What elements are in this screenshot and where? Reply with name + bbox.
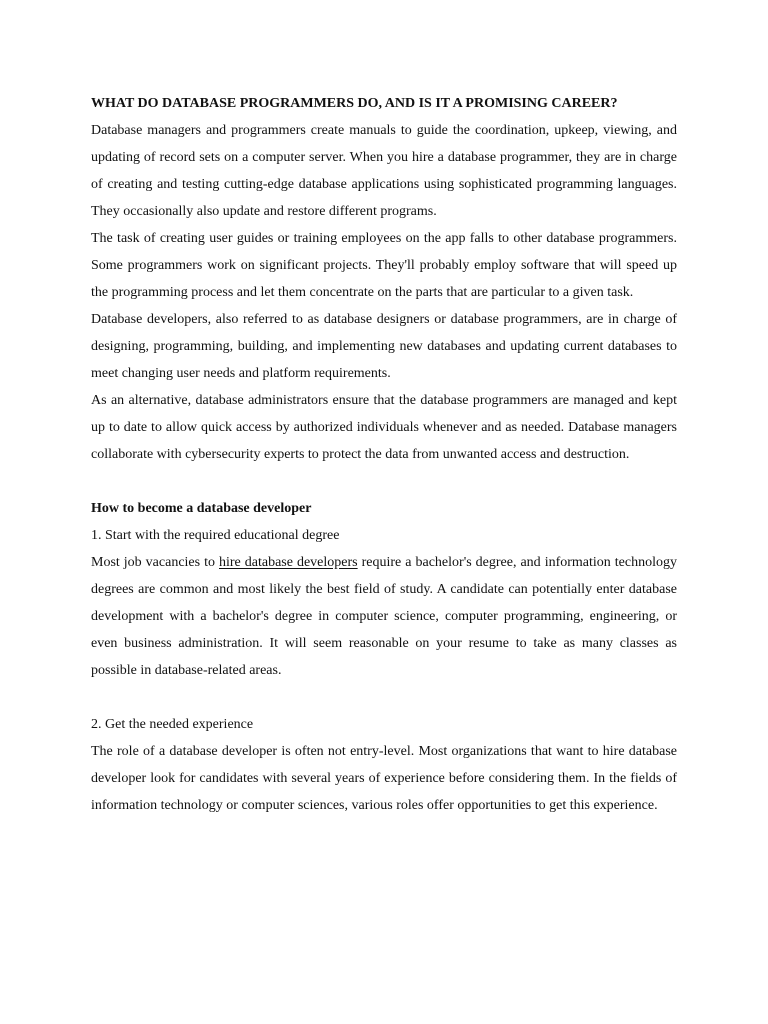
hire-database-developers-link[interactable]: hire database developers: [219, 555, 358, 570]
intro-paragraph-1: Database managers and programmers create manuals to guide the coordination, upkeep, viewing, and updating of record sets on a computer server. When you hire a database programmer, they are in charge of creating and testing cutting-edge database applications using sophisticated programming languages. They occasionally also update and restore different programs.: [91, 123, 677, 219]
section-heading: How to become a database developer: [91, 501, 312, 516]
step-2-paragraph: The role of a database developer is often not entry-level. Most organizations that want to hire database developer look for candidates with several years of experience before considering them. In the fields of information technology or computer sciences, various roles offer opportunities to get this experience.: [91, 744, 677, 813]
step-1-text-after-link: require a bachelor's degree, and information technology degrees are common and most likely the best field of study. A candidate can potentially enter database development with a bachelor's degree in computer science, computer programming, engineering, or even business administration. It will seem reasonable on your resume to take as many classes as possible in database-related areas.: [91, 555, 677, 678]
step-spacer: [91, 684, 677, 711]
document-page: [91, 90, 677, 819]
intro-paragraph-2: The task of creating user guides or training employees on the app falls to other database programmers. Some programmers work on significant projects. They'll probably employ software that will speed up the programming process and let them concentrate on the parts that are particular to a given task.: [91, 231, 677, 300]
section-spacer: [91, 468, 677, 495]
document-title: WHAT DO DATABASE PROGRAMMERS DO, AND IS IT A PROMISING CAREER?: [91, 96, 618, 111]
step-1-heading: 1. Start with the required educational degree: [91, 528, 340, 543]
intro-paragraph-4: As an alternative, database administrators ensure that the database programmers are managed and kept up to date to allow quick access by authorized individuals whenever and as needed. Database managers collaborate with cybersecurity experts to protect the data from unwanted access and destruction.: [91, 393, 677, 462]
intro-paragraph-3: Database developers, also referred to as database designers or database programmers, are in charge of designing, programming, building, and implementing new databases and updating current databases to meet changing user needs and platform requirements.: [91, 312, 677, 381]
step-2-heading: 2. Get the needed experience: [91, 717, 254, 732]
step-1-paragraph: [91, 549, 677, 684]
step-1-text-before-link: Most job vacancies to: [91, 555, 219, 570]
